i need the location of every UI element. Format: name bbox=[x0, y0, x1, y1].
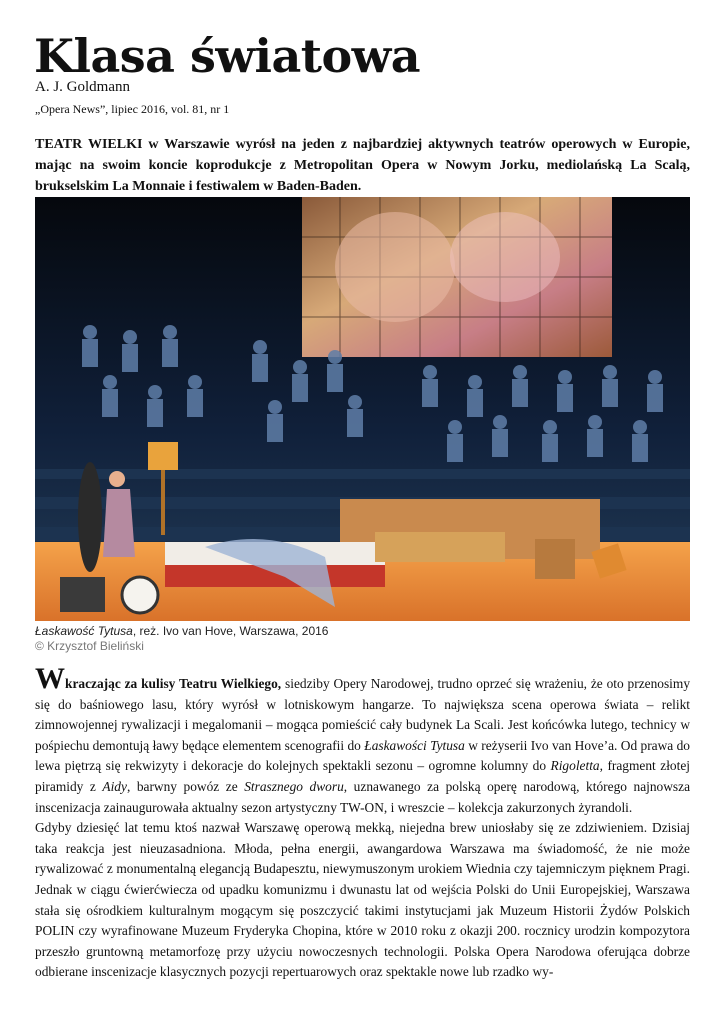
work-title: Aidy bbox=[102, 778, 127, 794]
caption-details: , reż. Ivo van Hove, Warszawa, 2016 bbox=[132, 624, 329, 638]
body-paragraph-2: Gdyby dziesięć lat temu ktoś nazwał Warszawę operową mekką, niejedna brew uniosłaby się ze zdziwieniem. Dzisiaj taka reakcja jest nieuzasadniona. Młoda, pełna energii, awangardowa Warszawa ma świadomość, że nie może rywalizować z monumentalną elegancją Budapesztu, niewymuszonym urokiem Wiednia czy tajemniczym pięknem Pragi. Jednak w ciągu ćwierćwiecza od upadku komunizmu i dwunastu lat od wejścia Polski do Unii Europejskiej, Warszawa stała się ośrodkiem kulturalnym mogącym się poszczycić takimi instytucjami jak Muzeum Historii Żydów Polskich POLIN czy wyrafinowane Muzeum Fryderyka Chopina, które w 2010 roku z okazji 200. rocznicy urodzin kompozytora przeszło gruntowną metamorfozę przy użyciu nowoczesnych technologii. Polska Opera Narodowa oferująca dobrze odbierane inscenizacje klasycznych pozycji repertuarowych oraz spektakle nowe lub rzadko wy- bbox=[35, 820, 690, 980]
stage-photo-image bbox=[35, 197, 690, 621]
paragraph-text: w reżyserii Ivo van Hove’a. Od prawa do lewa piętrzą się rekwizyty i dekoracje do kolejnych spektakli sezonu – ogromne kolumny do bbox=[35, 737, 690, 774]
caption-title: Łaskawość Tytusa bbox=[35, 624, 133, 638]
photo-credit: © Krzysztof Bieliński bbox=[35, 639, 144, 653]
article-source: „Opera News”, lipiec 2016, vol. 81, nr 1 bbox=[35, 102, 230, 116]
article-author: A. J. Goldmann bbox=[35, 79, 130, 95]
paragraph-intro: kraczając za kulisy Teatru Wielkiego, bbox=[65, 676, 282, 691]
photo-caption bbox=[35, 624, 328, 639]
article-title: Klasa światowa bbox=[34, 29, 421, 83]
article-body bbox=[35, 662, 691, 983]
paragraph-text: , barwny powóz ze bbox=[126, 778, 245, 794]
article-lead: TEATR WIELKI w Warszawie wyrósł na jeden z najbardziej aktywnych teatrów operowych w Europie, mając na swoim koncie koprodukcje z Metropolitan Opera w Nowym Jorku, mediolańską La Scalą, brukselskim La Monnaie i festiwalem w Baden-Baden. bbox=[35, 137, 690, 194]
body-paragraph-1 bbox=[35, 662, 691, 818]
work-title: Strasznego dworu bbox=[244, 778, 344, 794]
paragraph-text: , uznawanego za polską operę narodową, którego najnowsza inscenizacja zainaugurowała aktualny sezon artystyczny TW-ON, i wreszcie – kolekcja zakurzonych żyrandoli. bbox=[35, 778, 691, 815]
paragraph-text: , fragment złotej piramidy z bbox=[35, 758, 690, 794]
work-title: Łaskawości Tytusa bbox=[364, 737, 465, 753]
paragraph-text: siedziby Opery Narodowej, trudno oprzeć się wrażeniu, że oto przenosimy się do baśniowego lasu, który wyrósł w lotniskowym hangarze. To największa scena operowa świata – relikt zimnowojennej rywalizacji i megalomanii – mogąca pomieścić cały budynek La Scali. Jest końcówka lutego, technicy w pośpiechu demontują ławy będące elementem scenografii do bbox=[35, 676, 691, 753]
drop-cap: W bbox=[35, 662, 65, 695]
work-title: Rigoletta bbox=[550, 758, 600, 774]
stage-photo bbox=[35, 197, 690, 621]
